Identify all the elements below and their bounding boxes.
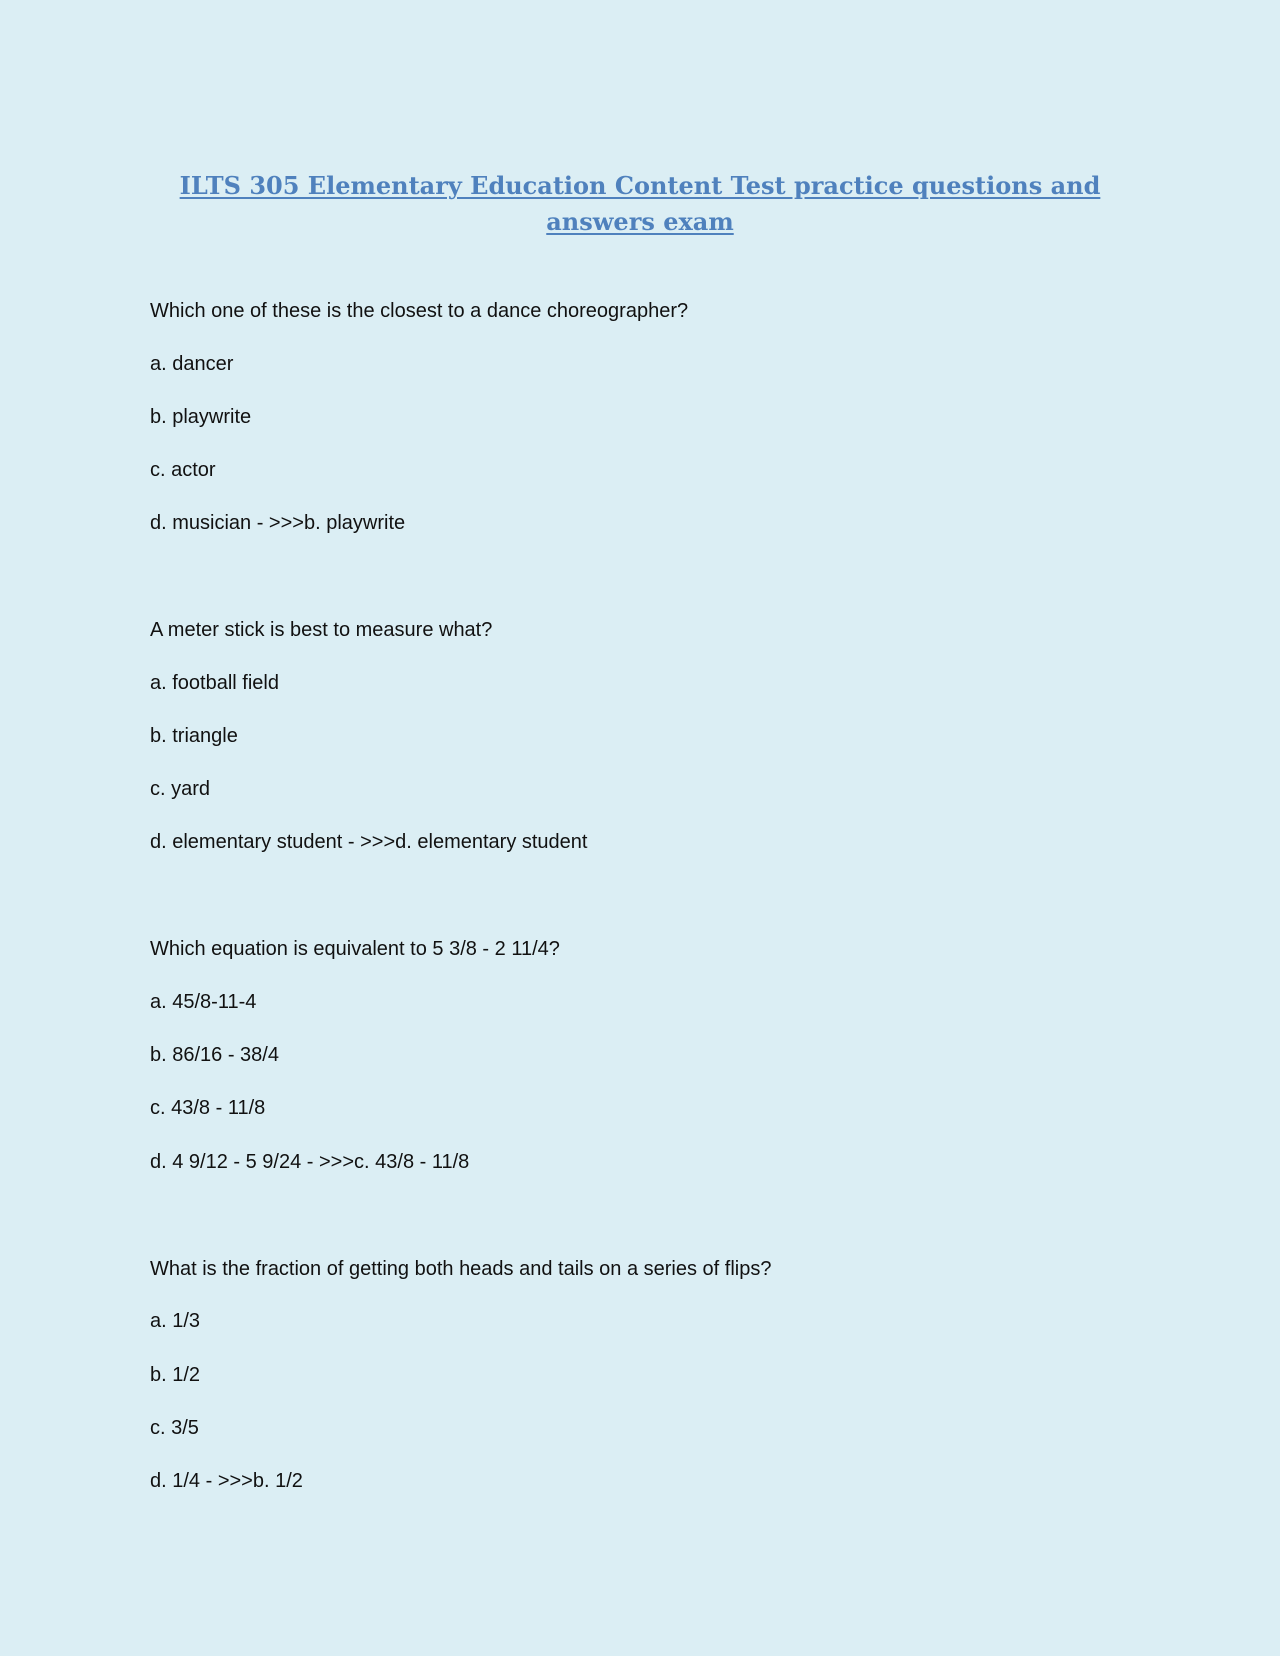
question-3-option-c: c. 43/8 - 11/8	[150, 1097, 266, 1119]
question-4-prompt: What is the fraction of getting both heads and tails on a series of flips?	[150, 1258, 772, 1280]
document-title: ILTS 305 Elementary Education Content Test practice questions and answers exam	[179, 171, 1101, 236]
question-1-option-a: a. dancer	[150, 353, 234, 375]
question-2-option-b: b. triangle	[150, 725, 238, 747]
question-3-prompt: Which equation is equivalent to 5 3/8 - 2 11/4?	[150, 938, 560, 960]
question-1-option-d-answer: d. musician - >>>b. playwrite	[150, 512, 406, 534]
question-4-option-d-answer: d. 1/4 - >>>b. 1/2	[150, 1470, 303, 1492]
question-4-option-c: c. 3/5	[150, 1417, 199, 1439]
question-3-option-b: b. 86/16 - 38/4	[150, 1044, 279, 1066]
question-4-option-a: a. 1/3	[150, 1310, 201, 1332]
question-2-option-d-answer: d. elementary student - >>>d. elementary student	[150, 831, 588, 853]
question-4-option-b: b. 1/2	[150, 1364, 201, 1386]
question-3-option-a: a. 45/8-11-4	[150, 991, 257, 1013]
question-2-option-a: a. football field	[150, 672, 279, 694]
question-3-option-d-answer: d. 4 9/12 - 5 9/24 - >>>c. 43/8 - 11/8	[150, 1151, 470, 1173]
question-2-prompt: A meter stick is best to measure what?	[150, 619, 493, 641]
question-1-option-b: b. playwrite	[150, 406, 252, 428]
question-1-option-c: c. actor	[150, 459, 216, 481]
question-1-prompt: Which one of these is the closest to a dance choreographer?	[150, 300, 689, 322]
question-2-option-c: c. yard	[150, 778, 211, 800]
